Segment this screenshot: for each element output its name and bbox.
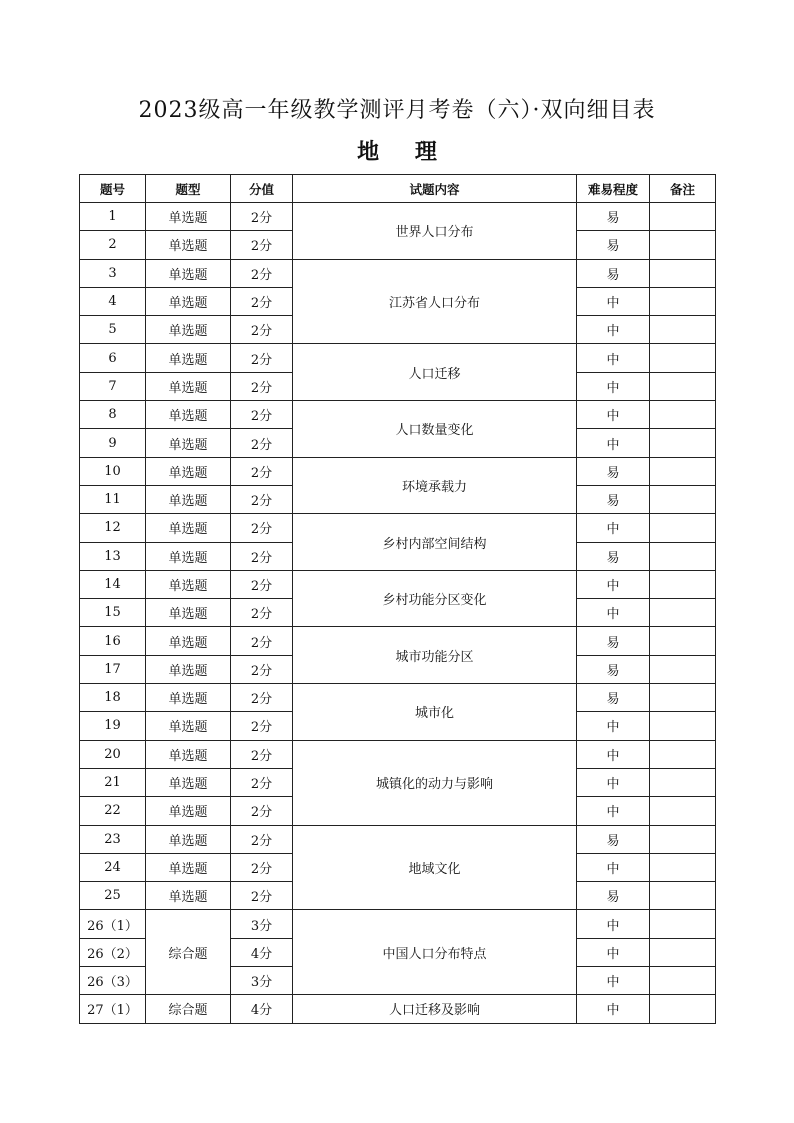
question-number-cell: 25 xyxy=(80,882,146,910)
difficulty-cell: 中 xyxy=(577,401,650,429)
difficulty-cell: 中 xyxy=(577,853,650,881)
difficulty-cell: 中 xyxy=(577,316,650,344)
question-type-cell: 综合题 xyxy=(146,995,231,1023)
note-cell xyxy=(650,655,716,683)
topic-cell: 环境承载力 xyxy=(293,457,577,514)
question-number-cell: 11 xyxy=(80,485,146,513)
topic-cell: 乡村功能分区变化 xyxy=(293,570,577,627)
table-row xyxy=(80,570,716,598)
note-cell xyxy=(650,203,716,231)
note-cell xyxy=(650,797,716,825)
question-number-cell: 14 xyxy=(80,570,146,598)
difficulty-cell: 中 xyxy=(577,910,650,938)
question-type-cell: 综合题 xyxy=(146,910,231,995)
score-cell: 2分 xyxy=(231,231,293,259)
difficulty-cell: 易 xyxy=(577,882,650,910)
note-cell xyxy=(650,372,716,400)
score-cell: 2分 xyxy=(231,485,293,513)
question-number-cell: 13 xyxy=(80,542,146,570)
note-cell xyxy=(650,910,716,938)
table-row xyxy=(80,740,716,768)
question-type-cell: 单选题 xyxy=(146,684,231,712)
score-cell: 2分 xyxy=(231,768,293,796)
question-number-cell: 12 xyxy=(80,514,146,542)
difficulty-cell: 易 xyxy=(577,684,650,712)
score-cell: 2分 xyxy=(231,542,293,570)
score-cell: 2分 xyxy=(231,372,293,400)
question-type-cell: 单选题 xyxy=(146,514,231,542)
difficulty-cell: 中 xyxy=(577,599,650,627)
question-type-cell: 单选题 xyxy=(146,203,231,231)
note-cell xyxy=(650,684,716,712)
score-cell: 2分 xyxy=(231,203,293,231)
note-cell xyxy=(650,485,716,513)
difficulty-cell: 中 xyxy=(577,967,650,995)
difficulty-cell: 中 xyxy=(577,768,650,796)
note-cell xyxy=(650,853,716,881)
question-number-cell: 9 xyxy=(80,429,146,457)
score-cell: 2分 xyxy=(231,740,293,768)
header-difficulty: 难易程度 xyxy=(577,175,650,203)
table-row xyxy=(80,910,716,938)
score-cell: 2分 xyxy=(231,259,293,287)
score-cell: 2分 xyxy=(231,287,293,315)
question-type-cell: 单选题 xyxy=(146,853,231,881)
topic-cell: 人口迁移及影响 xyxy=(293,995,577,1023)
score-cell: 2分 xyxy=(231,627,293,655)
question-type-cell: 单选题 xyxy=(146,570,231,598)
question-number-cell: 5 xyxy=(80,316,146,344)
note-cell xyxy=(650,316,716,344)
question-number-cell: 3 xyxy=(80,259,146,287)
question-number-cell: 6 xyxy=(80,344,146,372)
score-cell: 2分 xyxy=(231,853,293,881)
question-number-cell: 26（1） xyxy=(80,910,146,938)
score-cell: 2分 xyxy=(231,797,293,825)
question-type-cell: 单选题 xyxy=(146,599,231,627)
difficulty-cell: 中 xyxy=(577,740,650,768)
difficulty-cell: 易 xyxy=(577,485,650,513)
topic-cell: 江苏省人口分布 xyxy=(293,259,577,344)
question-type-cell: 单选题 xyxy=(146,429,231,457)
question-type-cell: 单选题 xyxy=(146,712,231,740)
specification-table xyxy=(79,174,716,1024)
question-type-cell: 单选题 xyxy=(146,655,231,683)
question-number-cell: 15 xyxy=(80,599,146,627)
difficulty-cell: 易 xyxy=(577,259,650,287)
question-number-cell: 24 xyxy=(80,853,146,881)
note-cell xyxy=(650,599,716,627)
question-type-cell: 单选题 xyxy=(146,401,231,429)
note-cell xyxy=(650,627,716,655)
table-row xyxy=(80,684,716,712)
question-number-cell: 26（3） xyxy=(80,967,146,995)
difficulty-cell: 中 xyxy=(577,429,650,457)
subject-heading: 地 理 xyxy=(357,140,451,165)
difficulty-cell: 中 xyxy=(577,797,650,825)
score-cell: 3分 xyxy=(231,967,293,995)
question-number-cell: 7 xyxy=(80,372,146,400)
question-type-cell: 单选题 xyxy=(146,542,231,570)
question-type-cell: 单选题 xyxy=(146,627,231,655)
difficulty-cell: 中 xyxy=(577,712,650,740)
difficulty-cell: 易 xyxy=(577,627,650,655)
note-cell xyxy=(650,457,716,485)
difficulty-cell: 中 xyxy=(577,938,650,966)
table-header-row xyxy=(80,175,716,203)
score-cell: 2分 xyxy=(231,316,293,344)
score-cell: 3分 xyxy=(231,910,293,938)
score-cell: 2分 xyxy=(231,514,293,542)
question-type-cell: 单选题 xyxy=(146,287,231,315)
question-number-cell: 10 xyxy=(80,457,146,485)
question-number-cell: 22 xyxy=(80,797,146,825)
topic-cell: 中国人口分布特点 xyxy=(293,910,577,995)
note-cell xyxy=(650,259,716,287)
question-number-cell: 21 xyxy=(80,768,146,796)
difficulty-cell: 易 xyxy=(577,231,650,259)
topic-cell: 人口迁移 xyxy=(293,344,577,401)
table-row xyxy=(80,514,716,542)
note-cell xyxy=(650,882,716,910)
note-cell xyxy=(650,825,716,853)
table-body xyxy=(80,203,716,1024)
note-cell xyxy=(650,429,716,457)
question-type-cell: 单选题 xyxy=(146,372,231,400)
question-number-cell: 20 xyxy=(80,740,146,768)
question-type-cell: 单选题 xyxy=(146,882,231,910)
topic-cell: 人口数量变化 xyxy=(293,401,577,458)
table-row xyxy=(80,401,716,429)
question-number-cell: 26（2） xyxy=(80,938,146,966)
score-cell: 2分 xyxy=(231,344,293,372)
note-cell xyxy=(650,570,716,598)
note-cell xyxy=(650,542,716,570)
question-type-cell: 单选题 xyxy=(146,797,231,825)
question-number-cell: 1 xyxy=(80,203,146,231)
question-type-cell: 单选题 xyxy=(146,825,231,853)
document-title: 2023级高一年级教学测评月考卷（六）·双向细目表 xyxy=(138,98,656,123)
score-cell: 2分 xyxy=(231,684,293,712)
table-row xyxy=(80,995,716,1023)
note-cell xyxy=(650,514,716,542)
table-row xyxy=(80,344,716,372)
difficulty-cell: 中 xyxy=(577,372,650,400)
topic-cell: 城市化 xyxy=(293,684,577,741)
difficulty-cell: 易 xyxy=(577,825,650,853)
note-cell xyxy=(650,995,716,1023)
table-row xyxy=(80,259,716,287)
header-note: 备注 xyxy=(650,175,716,203)
note-cell xyxy=(650,287,716,315)
question-number-cell: 19 xyxy=(80,712,146,740)
difficulty-cell: 易 xyxy=(577,457,650,485)
question-type-cell: 单选题 xyxy=(146,316,231,344)
score-cell: 2分 xyxy=(231,429,293,457)
question-type-cell: 单选题 xyxy=(146,259,231,287)
score-cell: 4分 xyxy=(231,938,293,966)
note-cell xyxy=(650,401,716,429)
question-type-cell: 单选题 xyxy=(146,231,231,259)
topic-cell: 城镇化的动力与影响 xyxy=(293,740,577,825)
header-question-no: 题号 xyxy=(80,175,146,203)
topic-cell: 世界人口分布 xyxy=(293,203,577,260)
question-type-cell: 单选题 xyxy=(146,768,231,796)
table-row xyxy=(80,457,716,485)
topic-cell: 城市功能分区 xyxy=(293,627,577,684)
difficulty-cell: 中 xyxy=(577,514,650,542)
score-cell: 2分 xyxy=(231,825,293,853)
table-row xyxy=(80,627,716,655)
score-cell: 2分 xyxy=(231,882,293,910)
question-type-cell: 单选题 xyxy=(146,485,231,513)
topic-cell: 地域文化 xyxy=(293,825,577,910)
header-question-type: 题型 xyxy=(146,175,231,203)
question-number-cell: 8 xyxy=(80,401,146,429)
question-number-cell: 23 xyxy=(80,825,146,853)
difficulty-cell: 中 xyxy=(577,995,650,1023)
question-number-cell: 27（1） xyxy=(80,995,146,1023)
score-cell: 2分 xyxy=(231,599,293,627)
score-cell: 2分 xyxy=(231,655,293,683)
note-cell xyxy=(650,740,716,768)
question-number-cell: 18 xyxy=(80,684,146,712)
difficulty-cell: 易 xyxy=(577,542,650,570)
score-cell: 2分 xyxy=(231,457,293,485)
note-cell xyxy=(650,967,716,995)
note-cell xyxy=(650,768,716,796)
question-type-cell: 单选题 xyxy=(146,740,231,768)
table-row xyxy=(80,203,716,231)
question-number-cell: 4 xyxy=(80,287,146,315)
note-cell xyxy=(650,344,716,372)
header-score: 分值 xyxy=(231,175,293,203)
question-type-cell: 单选题 xyxy=(146,457,231,485)
header-content: 试题内容 xyxy=(293,175,577,203)
difficulty-cell: 中 xyxy=(577,287,650,315)
topic-cell: 乡村内部空间结构 xyxy=(293,514,577,571)
note-cell xyxy=(650,231,716,259)
question-number-cell: 16 xyxy=(80,627,146,655)
difficulty-cell: 易 xyxy=(577,203,650,231)
score-cell: 2分 xyxy=(231,401,293,429)
question-number-cell: 2 xyxy=(80,231,146,259)
question-number-cell: 17 xyxy=(80,655,146,683)
table-row xyxy=(80,825,716,853)
score-cell: 2分 xyxy=(231,712,293,740)
score-cell: 4分 xyxy=(231,995,293,1023)
score-cell: 2分 xyxy=(231,570,293,598)
difficulty-cell: 易 xyxy=(577,655,650,683)
difficulty-cell: 中 xyxy=(577,570,650,598)
note-cell xyxy=(650,938,716,966)
question-type-cell: 单选题 xyxy=(146,344,231,372)
difficulty-cell: 中 xyxy=(577,344,650,372)
note-cell xyxy=(650,712,716,740)
